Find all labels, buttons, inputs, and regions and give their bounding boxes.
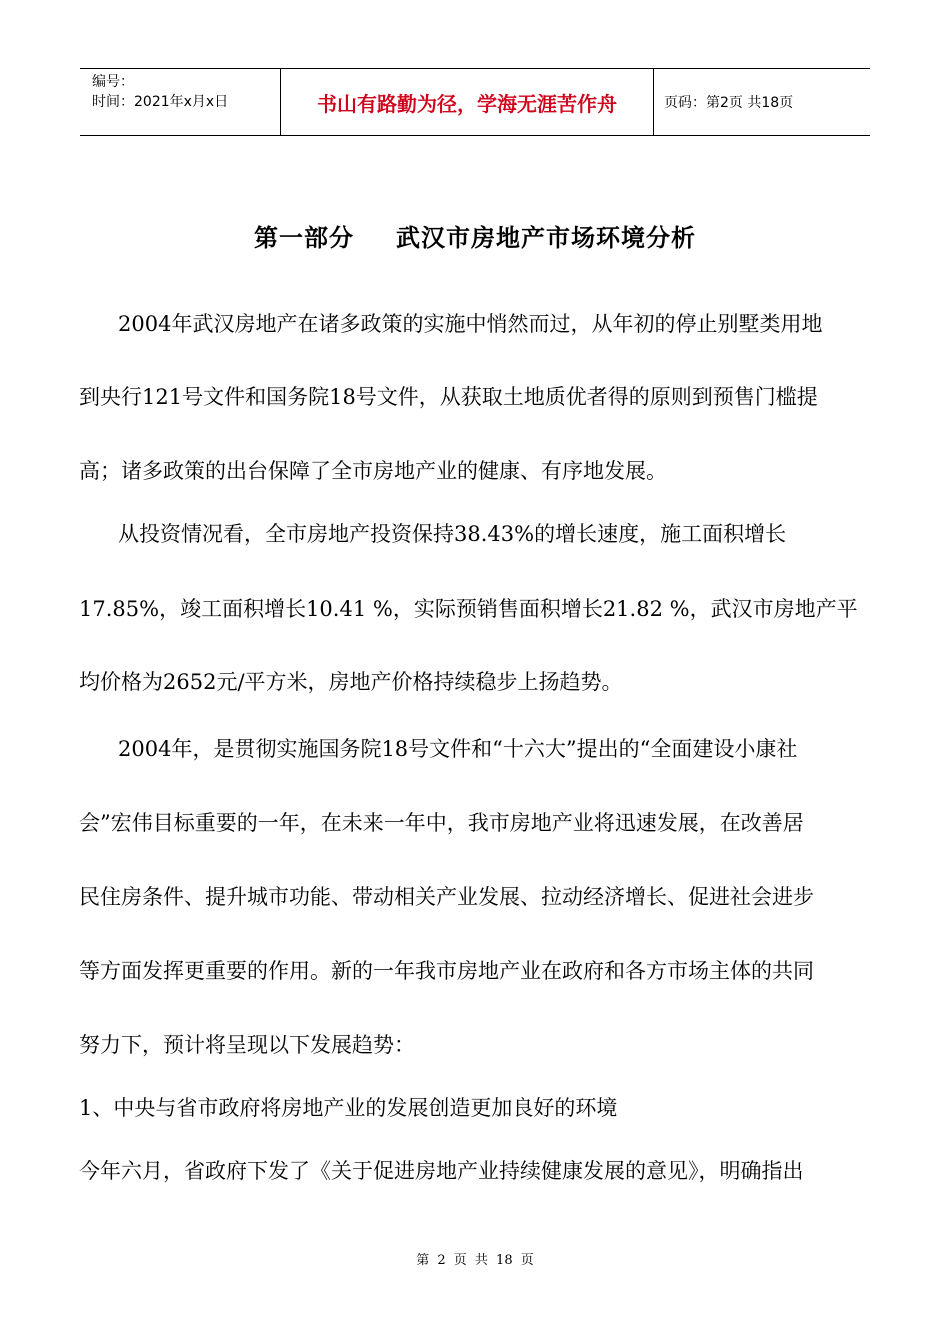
body-line: 努力下，预计将呈现以下发展趋势： [79,1033,415,1057]
body-line: 到央行121号文件和国务院18号文件，从获取土地质优者得的原则到预售门槛提 [79,385,818,409]
body-line: 2004年武汉房地产在诸多政策的实施中悄然而过，从年初的停止别墅类用地 [118,312,823,336]
body-line: 等方面发挥更重要的作用。新的一年我市房地产业在政府和各方市场主体的共同 [79,959,814,983]
body-line: 从投资情况看，全市房地产投资保持38.43%的增长速度，施工面积增长 [118,522,787,546]
body-line: 高；诸多政策的出台保障了全市房地产业的健康、有序地发展。 [79,459,667,483]
header-page-info: 页码：第2页 共18页 [664,95,794,111]
body-line: 17.85%，竣工面积增长10.41 %，实际预销售面积增长21.82 %，武汉市房地产平 [79,597,858,621]
body-line: 会”宏伟目标重要的一年，在未来一年中，我市房地产业将迅速发展，在改善居 [79,811,804,835]
document-number-label: 编号： [92,74,134,90]
body-line: 均价格为2652元/平方米，房地产价格持续稳步上扬趋势。 [79,670,623,694]
section-part-label: 第一部分 [254,224,354,252]
section-title-text: 武汉市房地产市场环境分析 [396,224,696,252]
body-line: 今年六月，省政府下发了《关于促进房地产业持续健康发展的意见》，明确指出 [79,1159,804,1183]
document-header [80,68,870,136]
header-motto: 书山有路勤为径，学海无涯苦作舟 [280,69,654,135]
body-line: 民住房条件、提升城市功能、带动相关产业发展、拉动经济增长、促进社会进步 [79,885,814,909]
document-date: 时间：2021年x月x日 [92,94,229,110]
body-line: 2004年，是贯彻实施国务院18号文件和“十六大”提出的“全面建设小康社 [118,737,798,761]
header-left-cell [80,69,280,135]
page-footer: 第 2 页 共 18 页 [416,1253,534,1268]
section-heading-1: 1、中央与省市政府将房地产业的发展创造更加良好的环境 [79,1096,618,1120]
section-title [0,218,950,253]
